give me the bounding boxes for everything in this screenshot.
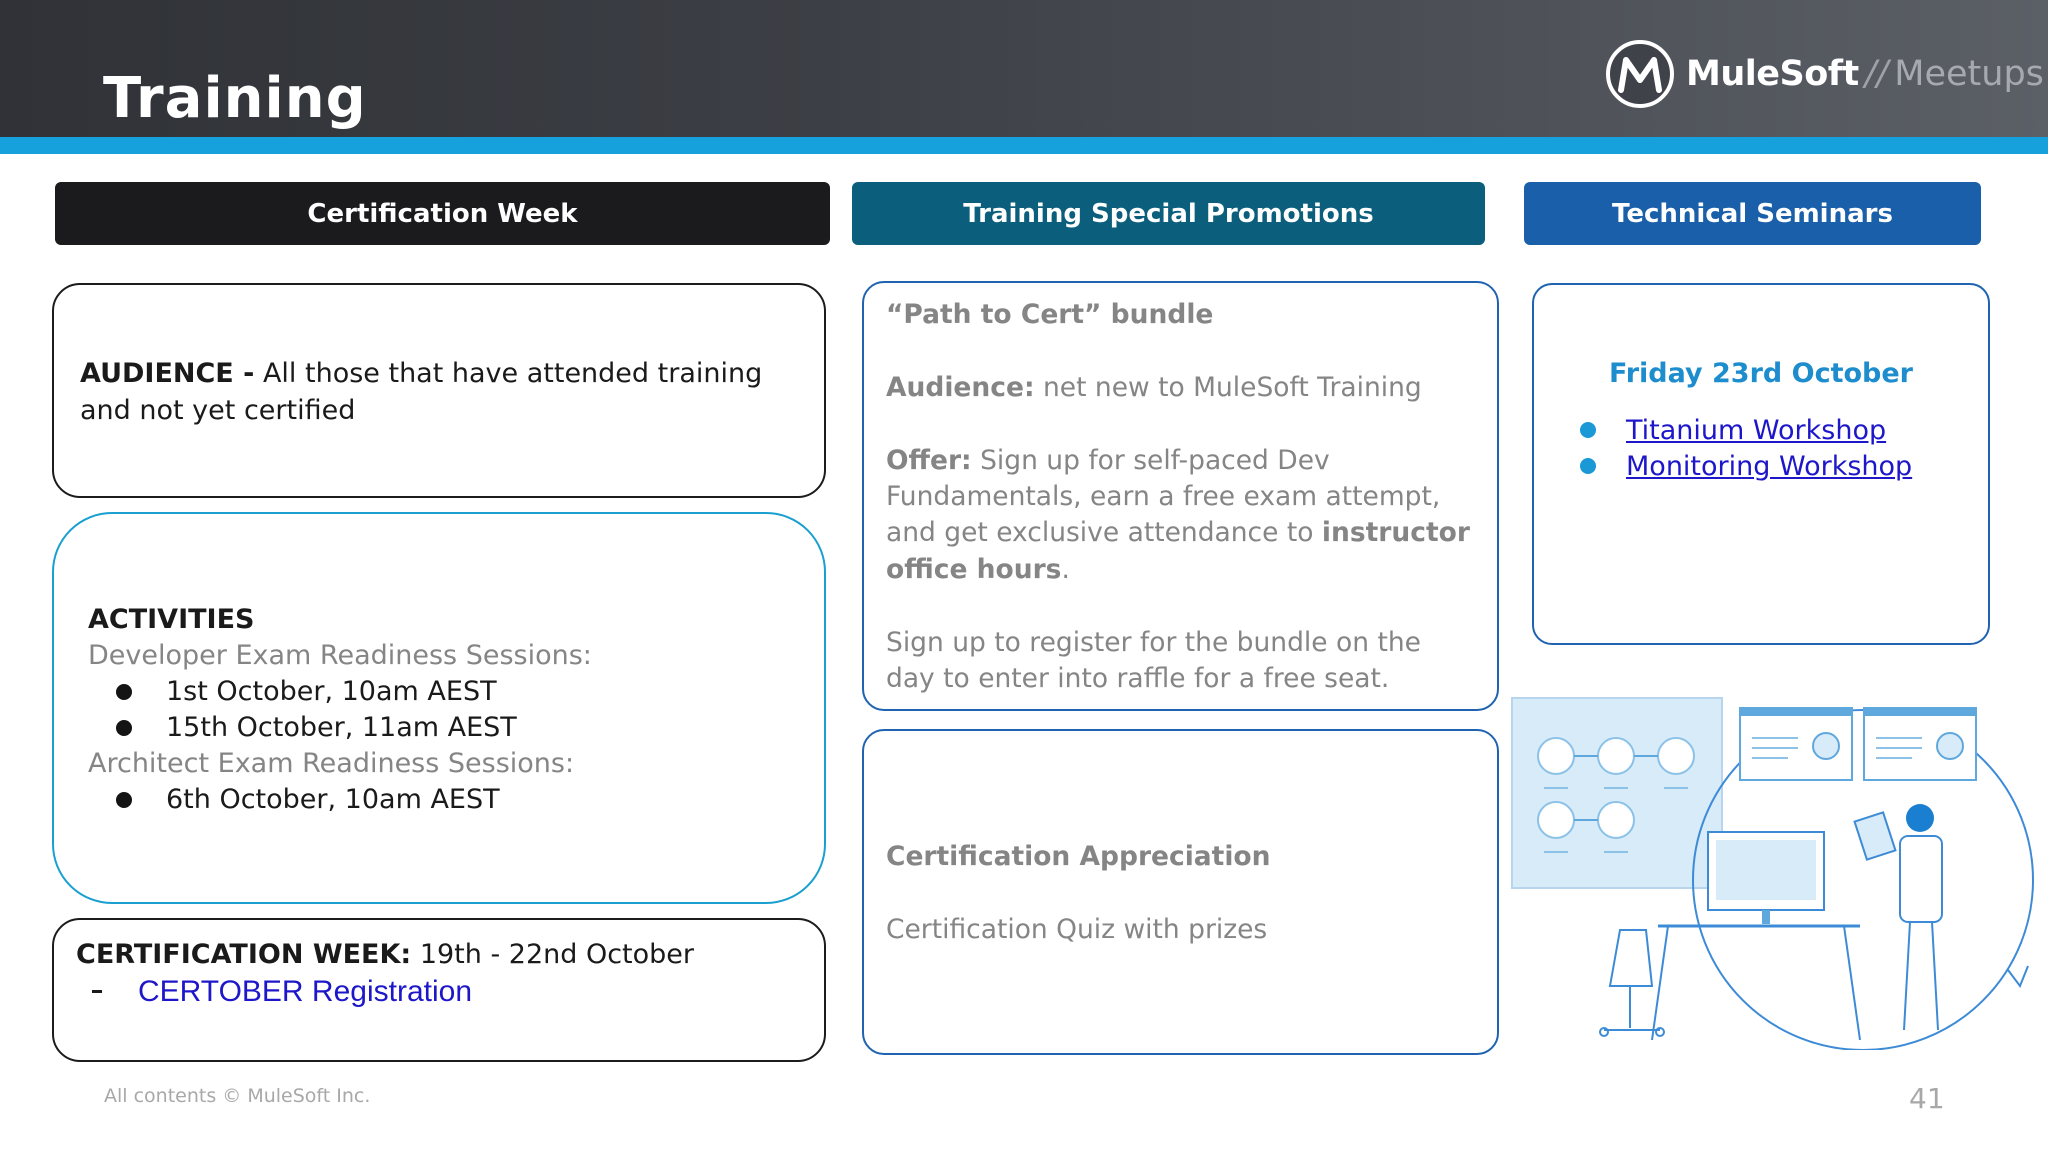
bullet-icon bbox=[116, 720, 132, 736]
column-header-certification-week: Certification Week bbox=[55, 182, 830, 245]
audience-label: Audience: bbox=[886, 371, 1035, 403]
logo-brand: MuleSoft bbox=[1686, 54, 1859, 94]
list-item bbox=[1570, 412, 1968, 448]
technical-seminars-card bbox=[1532, 283, 1990, 645]
offer-end: . bbox=[1061, 553, 1070, 585]
logo-separator: // bbox=[1864, 54, 1889, 94]
mulesoft-meetups-logo bbox=[1606, 40, 2044, 108]
monitoring-workshop-link[interactable]: Monitoring Workshop bbox=[1626, 450, 1913, 482]
activities-heading: ACTIVITIES bbox=[88, 604, 255, 635]
page-number: 41 bbox=[1909, 1082, 1945, 1115]
list-item bbox=[88, 782, 800, 818]
bullet-icon bbox=[116, 684, 132, 700]
list-item bbox=[88, 710, 800, 746]
developer-sessions-label: Developer Exam Readiness Sessions: bbox=[88, 640, 592, 671]
session-text: 1st October, 10am AEST bbox=[166, 676, 497, 707]
header-accent-bar bbox=[0, 137, 2048, 154]
appreciation-text: Certification Quiz with prizes bbox=[886, 913, 1268, 945]
mulesoft-logo-icon bbox=[1606, 40, 1674, 108]
certweek-dates: 19th - 22nd October bbox=[419, 939, 695, 970]
bullet-icon bbox=[1580, 458, 1596, 474]
audience-card bbox=[52, 283, 826, 498]
titanium-workshop-link[interactable]: Titanium Workshop bbox=[1626, 414, 1887, 446]
activities-card bbox=[52, 512, 826, 904]
signup-text: Sign up to register for the bundle on the day to enter into raffle for a free seat. bbox=[886, 626, 1421, 695]
list-item bbox=[1570, 448, 1968, 484]
certification-appreciation-card bbox=[862, 729, 1499, 1055]
list-item bbox=[88, 674, 800, 710]
page-title: Training bbox=[103, 66, 367, 131]
offer-label: Offer: bbox=[886, 444, 972, 476]
copyright-text: All contents © MuleSoft Inc. bbox=[104, 1085, 371, 1107]
workflow-illustration bbox=[1508, 690, 2038, 1050]
audience-text: All those that have attended training and not yet certified bbox=[80, 358, 763, 426]
dash-bullet-icon bbox=[92, 990, 102, 993]
session-text: 6th October, 10am AEST bbox=[166, 784, 500, 815]
certweek-label: CERTIFICATION WEEK: bbox=[76, 939, 412, 970]
session-text: 15th October, 11am AEST bbox=[166, 712, 517, 743]
audience-text: net new to MuleSoft Training bbox=[1042, 371, 1422, 403]
bullet-icon bbox=[116, 792, 132, 808]
certification-week-card bbox=[52, 918, 826, 1062]
logo-sub: Meetups bbox=[1894, 54, 2044, 94]
seminar-date: Friday 23rd October bbox=[1609, 358, 1913, 389]
path-to-cert-title: “Path to Cert” bundle bbox=[886, 299, 1214, 330]
column-header-training-promotions: Training Special Promotions bbox=[852, 182, 1485, 245]
column-header-technical-seminars: Technical Seminars bbox=[1524, 182, 1981, 245]
offer-text: Sign up for self-paced Dev Fundamentals, earn a free exam attempt, and get exclusive attendance to bbox=[886, 444, 1441, 549]
appreciation-title: Certification Appreciation bbox=[886, 841, 1271, 872]
audience-label: AUDIENCE - bbox=[80, 358, 255, 389]
bullet-icon bbox=[1580, 422, 1596, 438]
path-to-cert-card bbox=[862, 281, 1499, 711]
offer-bold-text: instructor office hours bbox=[886, 517, 1470, 585]
architect-sessions-label: Architect Exam Readiness Sessions: bbox=[88, 748, 575, 779]
certober-registration-link[interactable]: CERTOBER Registration bbox=[138, 975, 473, 1008]
